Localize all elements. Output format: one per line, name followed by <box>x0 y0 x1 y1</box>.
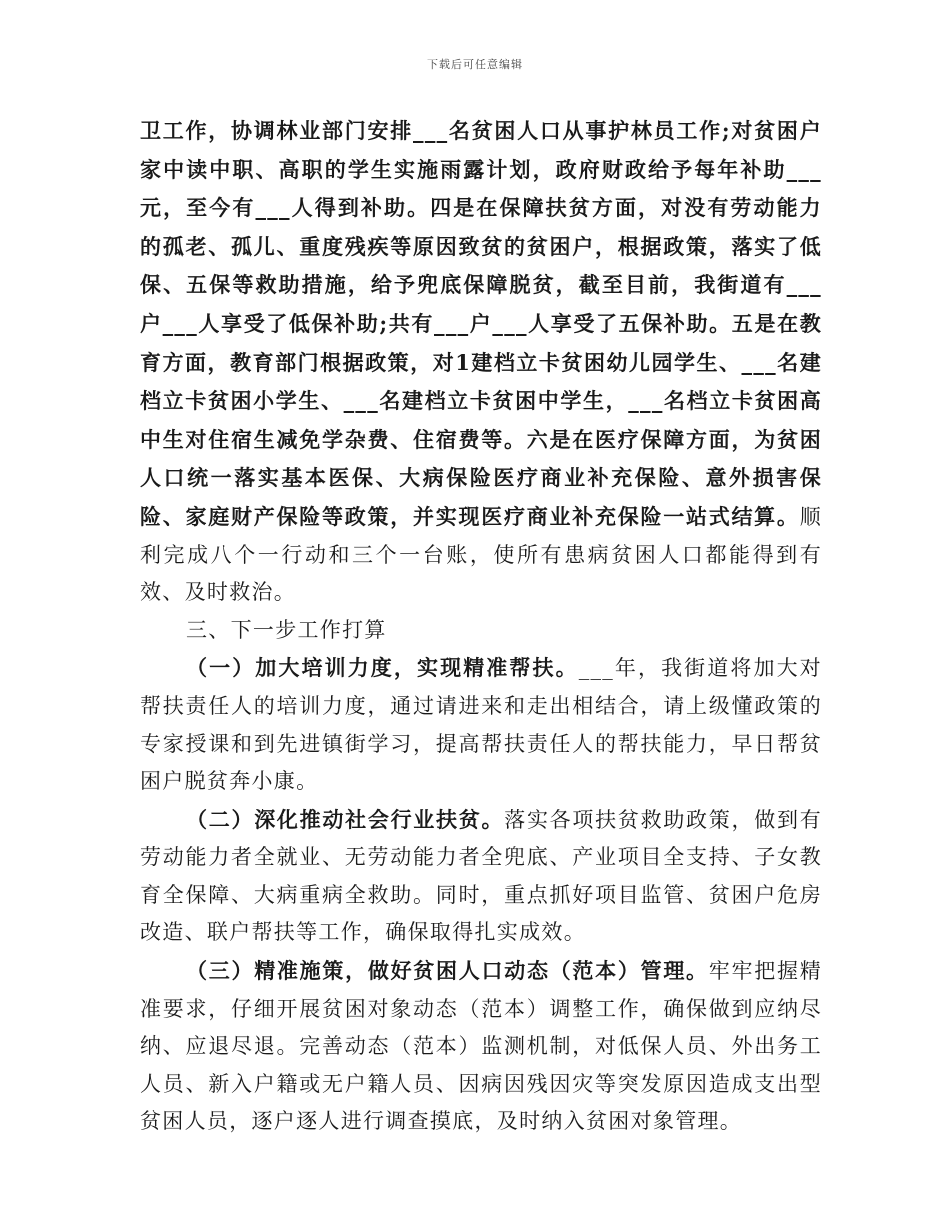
item-title: （二）深化推动社会行业扶贫。 <box>186 806 505 832</box>
page-header: 下载后可任意编辑 <box>427 58 523 71</box>
item-title: （三）精准施策，做好贫困人口动态（范本）管理。 <box>186 958 709 984</box>
body-text: 顺利完成八个一行动和三个一台账，使所有患病贫困人口都能得到有效、及时救治。 <box>140 504 822 605</box>
bold-text: 卫工作，协调林业部门安排___名贫困人口从事护林员工作;对贫困户家中读中职、高职的学生实施雨露计划，政府财政给予每年补助___元，至今有___人得到补助。四是在保障扶贫方面，对没有劳动能力的孤老、孤儿、重度残疾等原因致贫的贫困户，根据政策，落实了低保、五保等救助措施，给予兜底保障脱贫，截至目前，我街道有___户___人享受了低保补助;共有___户___人享受了五保补助。五是在教育方面，教育部门根据政策，对1建档立卡贫困幼儿园学生、___名建档立卡贫困小学生、___名建档立卡贫困中学生，___名档立卡贫困高中生对住宿生减免学杂费、住宿费等。六是在医疗保障方面，为贫困人口统一落实基本医保、大病保险医疗商业补充保险、意外损害保险、家庭财产保险等政策，并实现医疗商业补充保险一站式结算。 <box>140 118 822 529</box>
list-item-3 <box>140 952 822 1141</box>
item-body: 牢牢把握精准要求，仔细开展贫困对象动态（范本）调整工作，确保做到应纳尽纳、应退尽退。完善动态（范本）监测机制，对低保人员、外出务工人员、新入户籍或无户籍人员、因病因残因灾等突发原因造成支出型贫困人员，逐户逐人进行调查摸底，及时纳入贫困对象管理。 <box>140 959 822 1134</box>
list-item-2 <box>140 801 822 952</box>
list-item-1 <box>140 649 822 800</box>
document-body <box>140 112 822 1141</box>
paragraph-continuation <box>140 112 822 612</box>
section-heading: 三、下一步工作打算 <box>186 617 387 642</box>
item-body: ___年，我街道将加大对帮扶责任人的培训力度，通过请进来和走出相结合，请上级懂政策的专家授课和到先进镇街学习，提高帮扶责任人的帮扶能力，早日帮贫困户脱贫奔小康。 <box>140 656 822 794</box>
item-body: 落实各项扶贫救助政策，做到有劳动能力者全就业、无劳动能力者全兜底、产业项目全支持、子女教育全保障、大病重病全救助。同时，重点抓好项目监管、贫困户危房改造、联户帮扶等工作，确保取得扎实成效。 <box>140 807 822 945</box>
item-title: （一）加大培训力度，实现精准帮扶。 <box>186 655 579 681</box>
